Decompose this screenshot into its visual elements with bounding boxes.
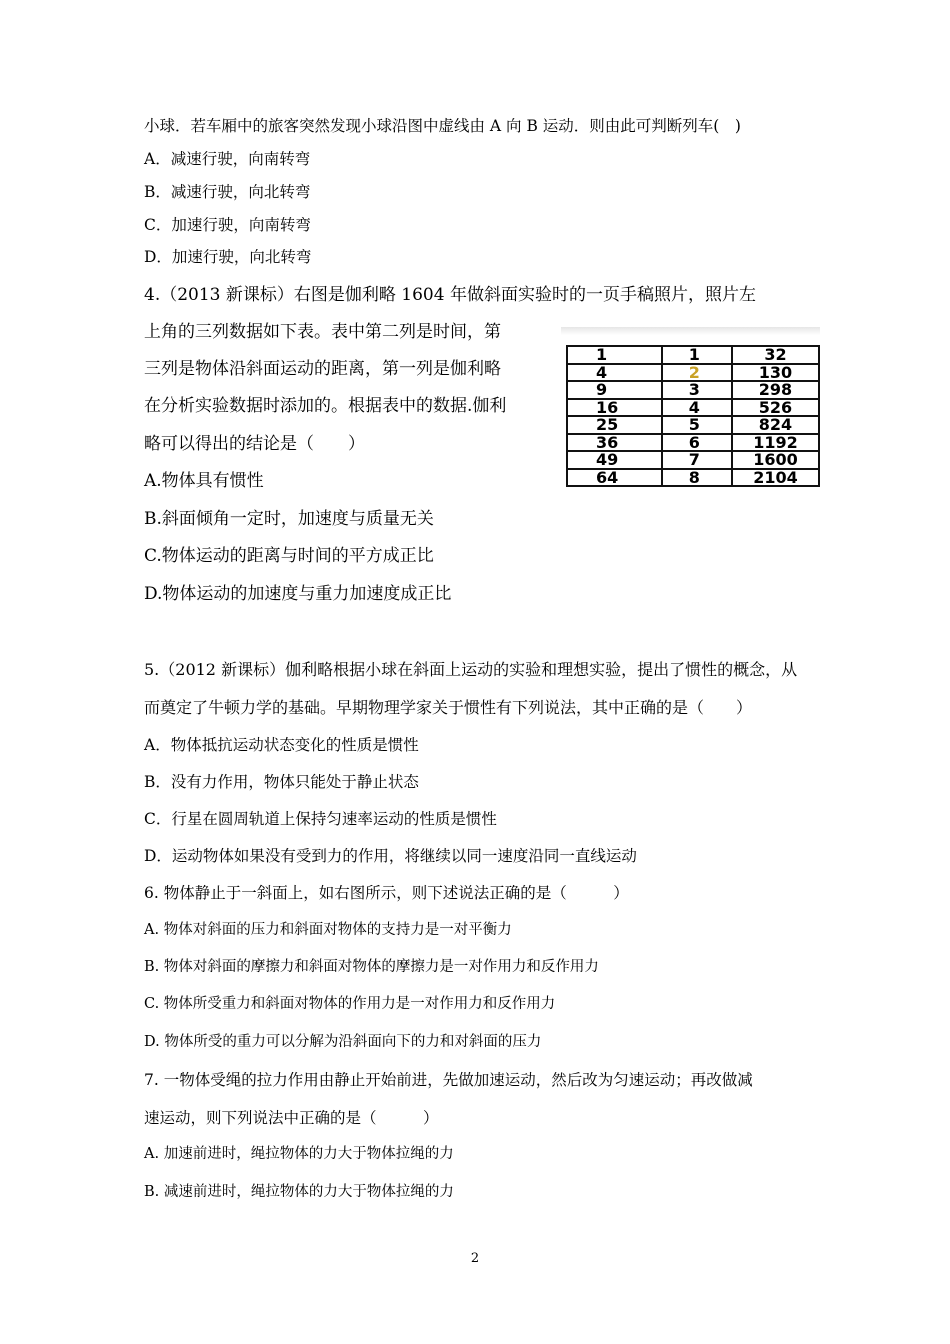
- table-cell: 9: [567, 381, 662, 399]
- q4-stem-line-1: 4.（2013 新课标）右图是伽利略 1604 年做斜面实验时的一页手稿照片，照片左: [144, 285, 756, 305]
- table-cell: 824: [732, 416, 819, 434]
- table-cell: 32: [732, 346, 819, 364]
- table-row: [567, 434, 819, 452]
- q7-stem-line-2: 速运动，则下列说法中正确的是（ ）: [144, 1109, 439, 1127]
- q4-option-b: B.斜面倾角一定时，加速度与质量无关: [144, 509, 434, 529]
- table-row: [567, 469, 819, 487]
- q4-option-a: A.物体具有惯性: [144, 471, 264, 491]
- q4-stem-line-2: 上角的三列数据如下表。表中第二列是时间，第: [144, 322, 501, 342]
- table-cell: 1: [567, 346, 662, 364]
- q6-stem: 6. 物体静止于一斜面上，如右图所示，则下述说法正确的是（ ）: [144, 884, 629, 902]
- galileo-manuscript-photo: [561, 327, 820, 504]
- q5-option-b: B．没有力作用，物体只能处于静止状态: [144, 773, 419, 791]
- q5-stem-line-2: 而奠定了牛顿力学的基础。早期物理学家关于惯性有下列说法，其中正确的是（ ）: [144, 698, 753, 717]
- q5-option-d: D．运动物体如果没有受到力的作用，将继续以同一速度沿同一直线运动: [144, 847, 637, 865]
- table-cell: 49: [567, 451, 662, 469]
- table-cell: 5: [662, 416, 732, 434]
- table-cell: 36: [567, 434, 662, 452]
- q4-stem-line-4: 在分析实验数据时添加的。根据表中的数据.伽利: [144, 396, 507, 416]
- table-row: [567, 416, 819, 434]
- q6-option-c: C. 物体所受重力和斜面对物体的作用力是一对作用力和反作用力: [144, 996, 556, 1012]
- q3-stem: 小球．若车厢中的旅客突然发现小球沿图中虚线由 A 向 B 运动．则由此可判断列车( ): [144, 117, 741, 135]
- q5-option-c: C．行星在圆周轨道上保持匀速率运动的性质是惯性: [144, 810, 497, 828]
- table-cell: 4: [567, 364, 662, 382]
- table-row: [567, 381, 819, 399]
- table-row: [567, 346, 819, 364]
- q3-option-c: C．加速行驶，向南转弯: [144, 216, 311, 234]
- q5-option-a: A．物体抵抗运动状态变化的性质是惯性: [144, 736, 419, 754]
- q4-stem-line-3: 三列是物体沿斜面运动的距离，第一列是伽利略: [144, 359, 501, 379]
- table-cell: 1600: [732, 451, 819, 469]
- q4-stem-line-5: 略可以得出的结论是（ ）: [144, 434, 365, 454]
- table-row: [567, 399, 819, 417]
- table-cell: 64: [567, 469, 662, 487]
- table-cell: 1192: [732, 434, 819, 452]
- table-cell: 1: [662, 346, 732, 364]
- q4-option-d: D.物体运动的加速度与重力加速度成正比: [144, 584, 452, 604]
- q7-option-a: A. 加速前进时，绳拉物体的力大于物体拉绳的力: [144, 1146, 454, 1162]
- table-cell: 526: [732, 399, 819, 417]
- table-cell: 7: [662, 451, 732, 469]
- table-cell: 298: [732, 381, 819, 399]
- q4-option-c: C.物体运动的距离与时间的平方成正比: [144, 546, 434, 566]
- table-cell: 2: [662, 364, 732, 382]
- photo-top-edge: [561, 327, 820, 335]
- table-cell: 3: [662, 381, 732, 399]
- table-cell: 8: [662, 469, 732, 487]
- q6-option-a: A. 物体对斜面的压力和斜面对物体的支持力是一对平衡力: [144, 922, 512, 938]
- table-cell: 25: [567, 416, 662, 434]
- table-row: [567, 451, 819, 469]
- table-cell: 2104: [732, 469, 819, 487]
- table-cell: 16: [567, 399, 662, 417]
- q7-option-b: B. 减速前进时，绳拉物体的力大于物体拉绳的力: [144, 1184, 454, 1200]
- q6-option-d: D. 物体所受的重力可以分解为沿斜面向下的力和对斜面的压力: [144, 1034, 542, 1050]
- q6-option-b: B. 物体对斜面的摩擦力和斜面对物体的摩擦力是一对作用力和反作用力: [144, 959, 599, 975]
- q3-option-d: D．加速行驶，向北转弯: [144, 248, 312, 266]
- table-cell: 6: [662, 434, 732, 452]
- q5-stem-line-1: 5.（2012 新课标）伽利略根据小球在斜面上运动的实验和理想实验，提出了惯性的概念，从: [144, 660, 798, 679]
- table-cell: 4: [662, 399, 732, 417]
- q3-option-a: A．减速行驶，向南转弯: [144, 150, 311, 168]
- q3-option-b: B．减速行驶，向北转弯: [144, 183, 311, 201]
- table-row: [567, 364, 819, 382]
- table-cell: 130: [732, 364, 819, 382]
- q7-stem-line-1: 7. 一物体受绳的拉力作用由静止开始前进，先做加速运动，然后改为匀速运动；再改做减: [144, 1071, 753, 1089]
- galileo-data-table: [566, 345, 820, 487]
- page-number: 2: [470, 1251, 480, 1266]
